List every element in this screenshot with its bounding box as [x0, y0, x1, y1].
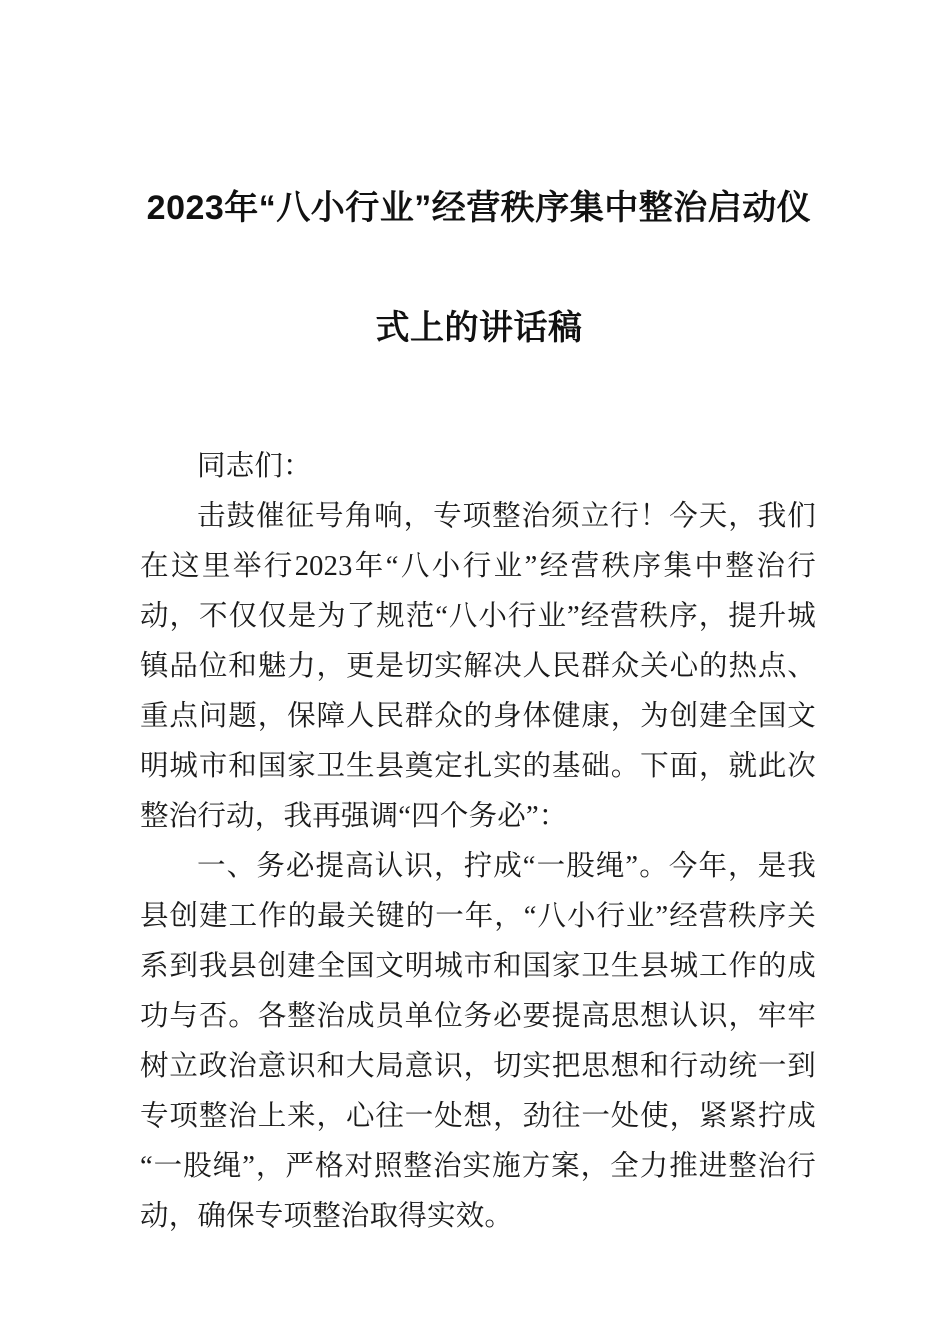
- paragraph-2: 一、务必提高认识，拧成“一股绳”。今年，是我县创建工作的最关键的一年，“八小行业”经营秩序关系到我县创建全国文明城市和国家卫生县城工作的成功与否。各整治成员单位务必要提高思想认识，牢牢树立政治意识和大局意识，切实把思想和行动统一到专项整治上来，心往一处想，劲往一处使，紧紧拧成“一股绳”，严格对照整治实施方案，全力推进整治行动，确保专项整治取得实效。: [140, 851, 816, 1232]
- salutation: 同志们：: [197, 451, 312, 482]
- title-block: [0, 0, 950, 388]
- document-body: [0, 388, 950, 1242]
- paragraph-1: 击鼓催征号角响，专项整治须立行！今天，我们在这里举行2023年“八小行业”经营秩序集中整治行动，不仅仅是为了规范“八小行业”经营秩序，提升城镇品位和魅力，更是切实解决人民群众关心的热点、重点问题，保障人民群众的身体健康，为创建全国文明城市和国家卫生县奠定扎实的基础。下面，就此次整治行动，我再强调“四个务必”：: [140, 501, 816, 832]
- page-title: 2023年“八小行业”经营秩序集中整治启动仪式上的讲话稿: [146, 189, 812, 347]
